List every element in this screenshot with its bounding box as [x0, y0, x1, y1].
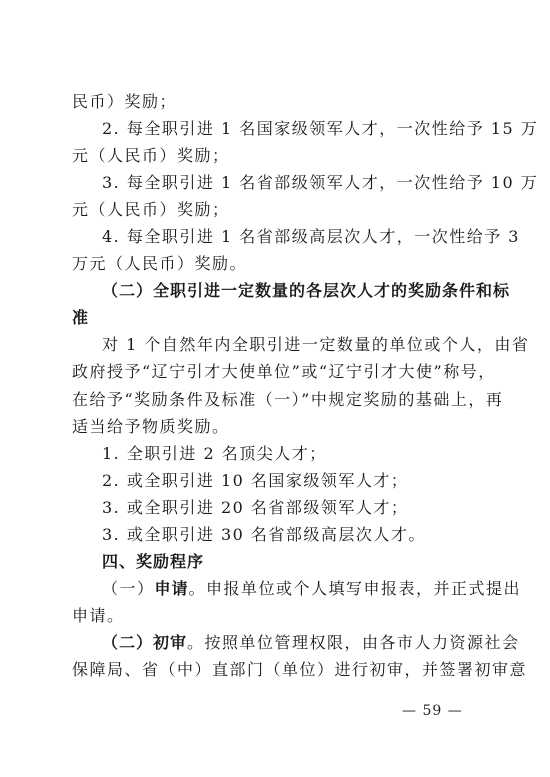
chapter-heading: 四、奖励程序	[102, 552, 205, 571]
text-line: 在给予“奖励条件及标准（一）”中规定奖励的基础上，再	[72, 390, 504, 409]
step-text: 。按照单位管理权限，由各市人力资源社会	[187, 633, 520, 652]
step-title: （二）初审	[102, 633, 188, 652]
text-line: 元（人民币）奖励；	[72, 200, 230, 219]
text-line: 保障局、省（中）直部门（单位）进行初审，并签署初审意	[72, 660, 528, 679]
text-line: 政府授予“辽宁引才大使单位”或“辽宁引才大使”称号，	[72, 362, 496, 381]
text-line: 民币）奖励；	[72, 92, 178, 111]
list-item: 3. 或全职引进 20 名省部级领军人才；	[102, 498, 409, 517]
section-heading: （二）全职引进一定数量的各层次人才的奖励条件和标	[102, 281, 511, 300]
text-line: 2. 每全职引进 1 名国家级领军人才，一次性给予 15 万	[102, 119, 539, 138]
text-line: 元（人民币）奖励；	[72, 146, 230, 165]
text-line	[102, 579, 521, 599]
text-line: 适当给予物质奖励。	[72, 417, 230, 436]
text-line	[102, 633, 520, 653]
list-item: 2. 或全职引进 10 名国家级领军人才；	[102, 471, 409, 490]
list-item: 1. 全职引进 2 名顶尖人才；	[102, 444, 327, 463]
list-item: 3. 或全职引进 30 名省部级高层次人才。	[102, 525, 426, 544]
page-number: — 59 —	[402, 703, 463, 719]
step-prefix: （一）	[102, 579, 155, 598]
text-line: 4. 每全职引进 1 名省部级高层次人才，一次性给予 3	[102, 227, 520, 246]
text-line: 申请。	[72, 606, 125, 625]
section-heading-continued: 准	[72, 308, 90, 327]
text-line: 对 1 个自然年内全职引进一定数量的单位或个人，由省	[102, 335, 530, 354]
text-line: 万元（人民币）奖励。	[72, 254, 248, 273]
text-line: 3. 每全职引进 1 名省部级领军人才，一次性给予 10 万	[102, 173, 539, 192]
step-text: 。申报单位或个人填写申报表，并正式提出	[188, 579, 522, 598]
step-title: 申请	[154, 579, 189, 598]
